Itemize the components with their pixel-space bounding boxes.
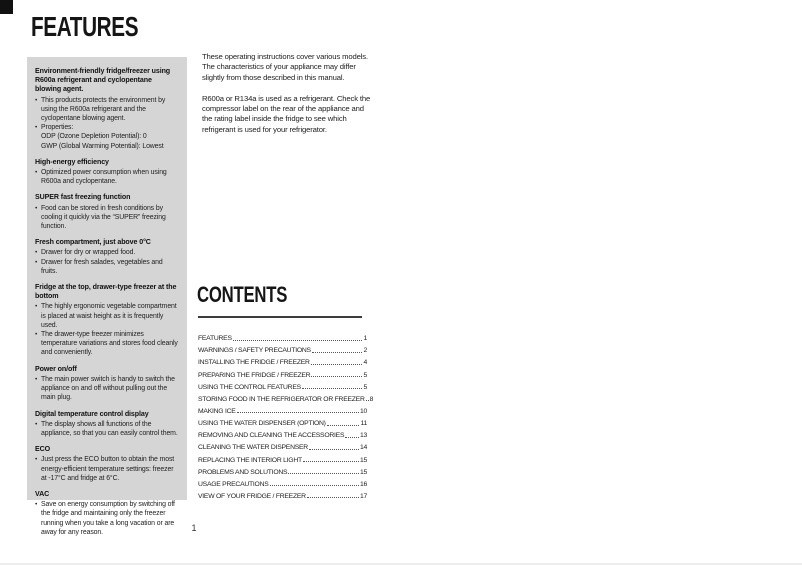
feature-item [35, 132, 179, 141]
toc-entry-page-number: 11 [360, 420, 367, 428]
feature-item-list [35, 168, 179, 186]
bullet-icon: • [35, 420, 38, 428]
feature-item-text: Drawer for fresh salades, vegetables and fruits. [41, 258, 163, 275]
bullet-icon: • [35, 303, 38, 311]
toc-dot-leader [345, 437, 359, 438]
feature-item [35, 500, 179, 537]
toc-dot-leader [233, 340, 363, 341]
toc-dot-leader [327, 425, 360, 426]
toc-entry-label: REMOVING AND CLEANING THE ACCESSORIES [198, 432, 345, 440]
feature-section-heading: High-energy efficiency [35, 157, 109, 166]
toc-entry [198, 439, 367, 451]
toc-entry-page-number: 15 [359, 468, 367, 476]
feature-item-text: Properties: [41, 124, 74, 132]
feature-section-heading: Environment-friendly fridge/freezer using R600a refrigerant and cyclopentane blowing agent. [35, 67, 171, 94]
toc-entry-label: STORING FOOD IN THE REFRIGERATOR OR FREEZER [198, 395, 365, 403]
features-box [27, 57, 187, 536]
toc-entry-label: PROBLEMS AND SOLUTIONS [198, 468, 288, 476]
toc-entry-page-number: 17 [359, 492, 367, 500]
feature-item-list [35, 248, 179, 276]
feature-section-heading: ECO [35, 445, 51, 454]
page-title: FEATURES [31, 11, 139, 42]
toc-entry-label: VIEW OF YOUR FRIDGE / FREEZER [198, 492, 306, 500]
feature-item-text: The display shows all functions of the appliance, so that you can easily control them. [41, 420, 178, 437]
feature-section-heading: Fresh compartment, just above 0°C [35, 238, 151, 247]
toc-entry-page-number: 14 [359, 444, 367, 452]
toc-entry-label: WARNINGS / SAFETY PRECAUTIONS [198, 347, 311, 355]
bullet-icon: • [35, 249, 38, 257]
feature-item-list [35, 375, 179, 403]
toc-entry-label: MAKING ICE [198, 407, 236, 415]
feature-section-heading: Fridge at the top, drawer-type freezer at the bottom [35, 283, 177, 301]
toc-entry [198, 476, 367, 488]
toc-entry [198, 342, 367, 354]
toc-entry-label: USING THE WATER DISPENSER (OPTION) [198, 420, 326, 428]
feature-section [35, 410, 179, 439]
feature-section [35, 238, 179, 276]
toc-entry-label: USAGE PRECAUTIONS [198, 480, 269, 488]
contents-title: CONTENTS [197, 282, 288, 307]
feature-item-text: The highly ergonomic vegetable compartment is placed at waist height as it is frequently used. [41, 303, 177, 329]
feature-item-list [35, 500, 179, 537]
feature-item [35, 258, 179, 276]
feature-item [35, 248, 179, 257]
page-bottom-edge [0, 563, 802, 565]
toc-entry-page-number: 15 [359, 456, 367, 464]
toc-dot-leader [312, 352, 363, 353]
toc-entry [198, 379, 367, 391]
toc-entry-page-number: 2 [363, 347, 367, 355]
feature-item-text: Just press the ECO button to obtain the most energy-efficient temperature settings: freezer at -17°C and fridge at 6°C. [41, 456, 175, 482]
feature-item [35, 204, 179, 232]
toc-entry [198, 451, 367, 463]
toc-entry-page-number: 10 [359, 407, 367, 415]
bullet-icon: • [35, 456, 38, 464]
toc-dot-leader [237, 412, 359, 413]
toc-entry-page-number: 1 [363, 335, 367, 343]
toc-entry [198, 488, 367, 500]
toc-entry-label: USING THE CONTROL FEATURES [198, 383, 301, 391]
feature-item-text: GWP (Global Warming Potential): Lowest [41, 142, 164, 150]
bullet-icon: • [35, 331, 38, 339]
toc-entry [198, 354, 367, 366]
feature-section [35, 490, 179, 537]
feature-item-text: The drawer-type freezer minimizes temperature variations and stores food cleanly and conveniently. [41, 331, 178, 357]
feature-section [35, 158, 179, 187]
feature-section [35, 365, 179, 403]
toc-dot-leader [303, 461, 359, 462]
feature-item [35, 142, 179, 151]
toc-entry-label: FEATURES [198, 335, 232, 343]
toc-dot-leader [270, 485, 359, 486]
feature-item-text: Drawer for dry or wrapped food. [41, 249, 136, 257]
scan-corner-mark [0, 0, 13, 14]
toc-dot-leader [366, 400, 369, 401]
toc-entry-page-number: 16 [359, 480, 367, 488]
toc-entry-page-number: 5 [363, 383, 367, 391]
feature-section [35, 445, 179, 483]
bullet-icon: • [35, 124, 38, 132]
table-of-contents [198, 330, 374, 500]
toc-dot-leader [307, 497, 359, 498]
feature-item [35, 375, 179, 403]
toc-entry [198, 366, 367, 378]
feature-section-heading: SUPER fast freezing function [35, 193, 131, 202]
toc-entry-label: PREPARING THE FRIDGE / FREEZER [198, 371, 311, 379]
feature-item [35, 302, 179, 330]
feature-item [35, 455, 179, 483]
feature-item-text: Food can be stored in fresh conditions by cooling it quickly via the “SUPER” freezing function. [41, 204, 166, 231]
feature-item [35, 420, 179, 438]
feature-item [35, 330, 179, 358]
feature-item-text: ODP (Ozone Depletion Potential): 0 [41, 133, 147, 141]
feature-section [35, 283, 179, 358]
feature-item-text: The main power switch is handy to switch the appliance on and off without pulling out the main plug. [41, 375, 175, 402]
toc-dot-leader [302, 388, 363, 389]
feature-item-list [35, 96, 179, 151]
bullet-icon: • [35, 501, 38, 509]
bullet-icon: • [35, 96, 38, 104]
feature-item [35, 168, 179, 186]
feature-item-list [35, 455, 179, 483]
toc-entry [198, 427, 367, 439]
toc-entry-page-number: 5 [363, 371, 367, 379]
intro-paragraph: R600a or R134a is used as a refrigerant. Check the compressor label on the rear of the appliance and the rating label inside the fridge to see which refrigerant is used for your refrigerator. [202, 93, 371, 134]
feature-item [35, 96, 179, 124]
feature-item-text: Optimized power consumption when using R600a and cyclopentane. [41, 169, 167, 186]
feature-section [35, 193, 179, 231]
intro-paragraph: These operating instructions cover various models. The characteristics of your appliance may differ slightly from those described in this manual. [202, 52, 368, 82]
toc-dot-leader [309, 449, 359, 450]
feature-item-text: This products protects the environment by using the R600a refrigerant and the cyclopentane blowing agent. [41, 96, 166, 123]
toc-entry [198, 403, 367, 415]
toc-dot-leader [311, 376, 362, 377]
feature-section-heading: VAC [35, 489, 50, 498]
feature-section-heading: Digital temperature control display [35, 409, 149, 418]
toc-entry [198, 330, 367, 342]
feature-item [35, 123, 179, 132]
bullet-icon: • [35, 258, 38, 266]
toc-entry-page-number: 4 [363, 359, 367, 367]
toc-entry-label: CLEANING THE WATER DISPENSER [198, 444, 308, 452]
intro-text [202, 52, 372, 146]
toc-dot-leader [288, 473, 359, 474]
toc-entry-page-number: 8 [369, 395, 374, 403]
bullet-icon: • [35, 169, 38, 177]
feature-section-heading: Power on/off [35, 364, 77, 373]
feature-item-list [35, 420, 179, 438]
contents-rule [198, 316, 362, 318]
page-number: 1 [191, 523, 197, 533]
toc-entry-page-number: 13 [359, 432, 367, 440]
feature-item-list [35, 204, 179, 232]
feature-item-list [35, 302, 179, 357]
feature-section [35, 67, 179, 151]
bullet-icon: • [35, 204, 38, 212]
toc-dot-leader [311, 364, 363, 365]
toc-entry [198, 415, 367, 427]
toc-entry [198, 391, 374, 403]
bullet-icon: • [35, 375, 38, 383]
toc-entry [198, 464, 367, 476]
toc-entry-label: REPLACING THE INTERIOR LIGHT [198, 456, 302, 464]
toc-entry-label: INSTALLING THE FRIDGE / FREEZER [198, 359, 310, 367]
feature-item-text: Save on energy consumption by switching off the fridge and maintaining only the freezer running when you take a long vacation or are away for any reason. [41, 501, 175, 536]
